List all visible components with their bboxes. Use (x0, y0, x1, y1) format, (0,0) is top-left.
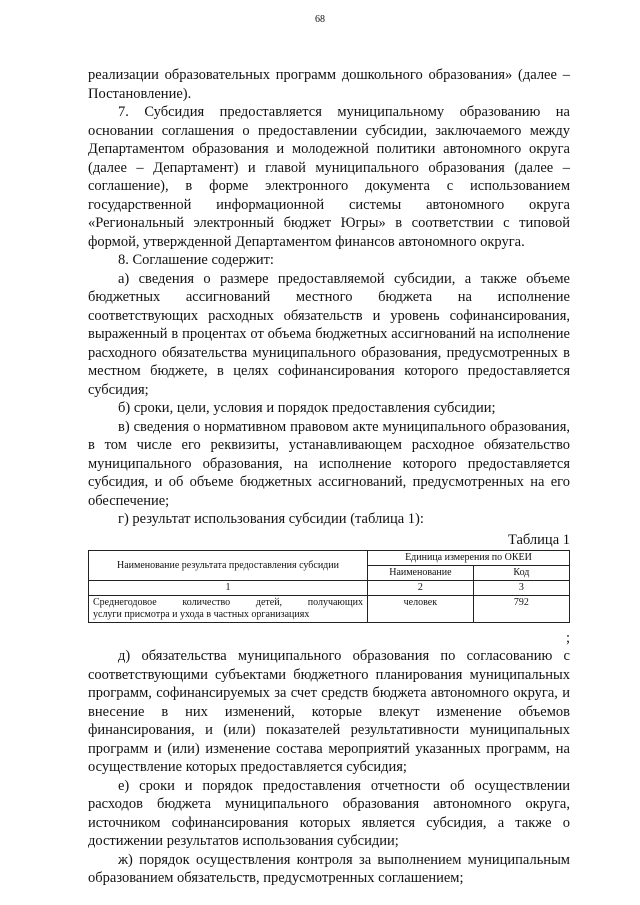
col-number-1: 1 (89, 581, 368, 596)
table-caption: Таблица 1 (507, 531, 570, 548)
unit-name-cell: человек (367, 596, 473, 623)
item-d: д) обязательства муниципального образования по согласованию с соответствующими субъектами бюджетного планирования муниципальных программ, софинансируемых за счет средств бюджета автономного округа, и внесение в них изменений, которые влекут изменение объемов финансирования, и (или) показателей результативности муниципальных программ и (или) изменение состава мероприятий указанных программ, на осуществление которых предоставляется субсидия; (88, 648, 570, 775)
header-unit-code: Код (473, 566, 569, 581)
paragraph-7: 7. Субсидия предоставляется муниципальному образованию на основании соглашения о предоставлении субсидии, заключаемого между Департаментом образования и молодежной политики автономного округа (далее – Департамент) и главой муниципального образования (далее – соглашение), в форме электронного документа с использованием государственной информационной системы автономного округа «Региональный электронный бюджет Югры» в соответствии с типовой формой, утвержденной Департаментом финансов автономного округа. (88, 104, 570, 250)
item-e: е) сроки и порядок предоставления отчетности об осуществлении расходов бюджета муниципального образования автономного округа, источником софинансирования которых является субсидия, а также о достижении результатов использования субсидии; (88, 777, 570, 849)
item-g: г) результат использования субсидии (таблица 1): (118, 511, 424, 527)
col-number-3: 3 (473, 581, 569, 596)
result-name-cell (89, 596, 368, 623)
paragraph-continuation: реализации образовательных программ дошкольного образования» (далее – Постановление). (88, 67, 570, 102)
document-body (88, 66, 570, 888)
result-name-line: услуги присмотра и ухода в частных организациях (93, 609, 310, 620)
table-row (89, 596, 570, 623)
paragraph-8: 8. Соглашение содержит: (118, 252, 274, 268)
header-unit-name: Наименование (367, 566, 473, 581)
page-number: 68 (315, 14, 325, 25)
item-v: в) сведения о нормативном правовом акте муниципального образования, в том числе его реквизиты, устанавливающем расходное обязательство муниципального образования, на исполнение которого предоставляется субсидия, и об объеме бюджетных ассигнований, предусмотренных на его обеспечение; (88, 418, 570, 509)
item-b: б) сроки, цели, условия и порядок предоставления субсидии; (118, 400, 496, 416)
header-unit: Единица измерения по ОКЕИ (367, 551, 569, 566)
header-result-name: Наименование результата предоставления субсидии (89, 551, 368, 581)
subsidy-result-table (88, 550, 570, 623)
item-a: а) сведения о размере предоставляемой субсидии, а также объеме бюджетных ассигнований местного бюджета на исполнение соответствующих расходных обязательств и уровень софинансирования, выраженный в процентах от объема бюджетных ассигнований на исполнение расходного обязательства муниципального образования, предусмотренных в местном бюджете, в целях софинансирования которого предоставляется субсидия; (88, 270, 570, 398)
table-end-semicolon: ; (565, 630, 570, 646)
unit-code-cell: 792 (473, 596, 569, 623)
result-name-line: Среднегодовое количество детей, получающих (93, 597, 363, 608)
col-number-2: 2 (367, 581, 473, 596)
item-zh: ж) порядок осуществления контроля за выполнением муниципальным образованием обязательств, предусмотренных соглашением; (88, 851, 570, 886)
